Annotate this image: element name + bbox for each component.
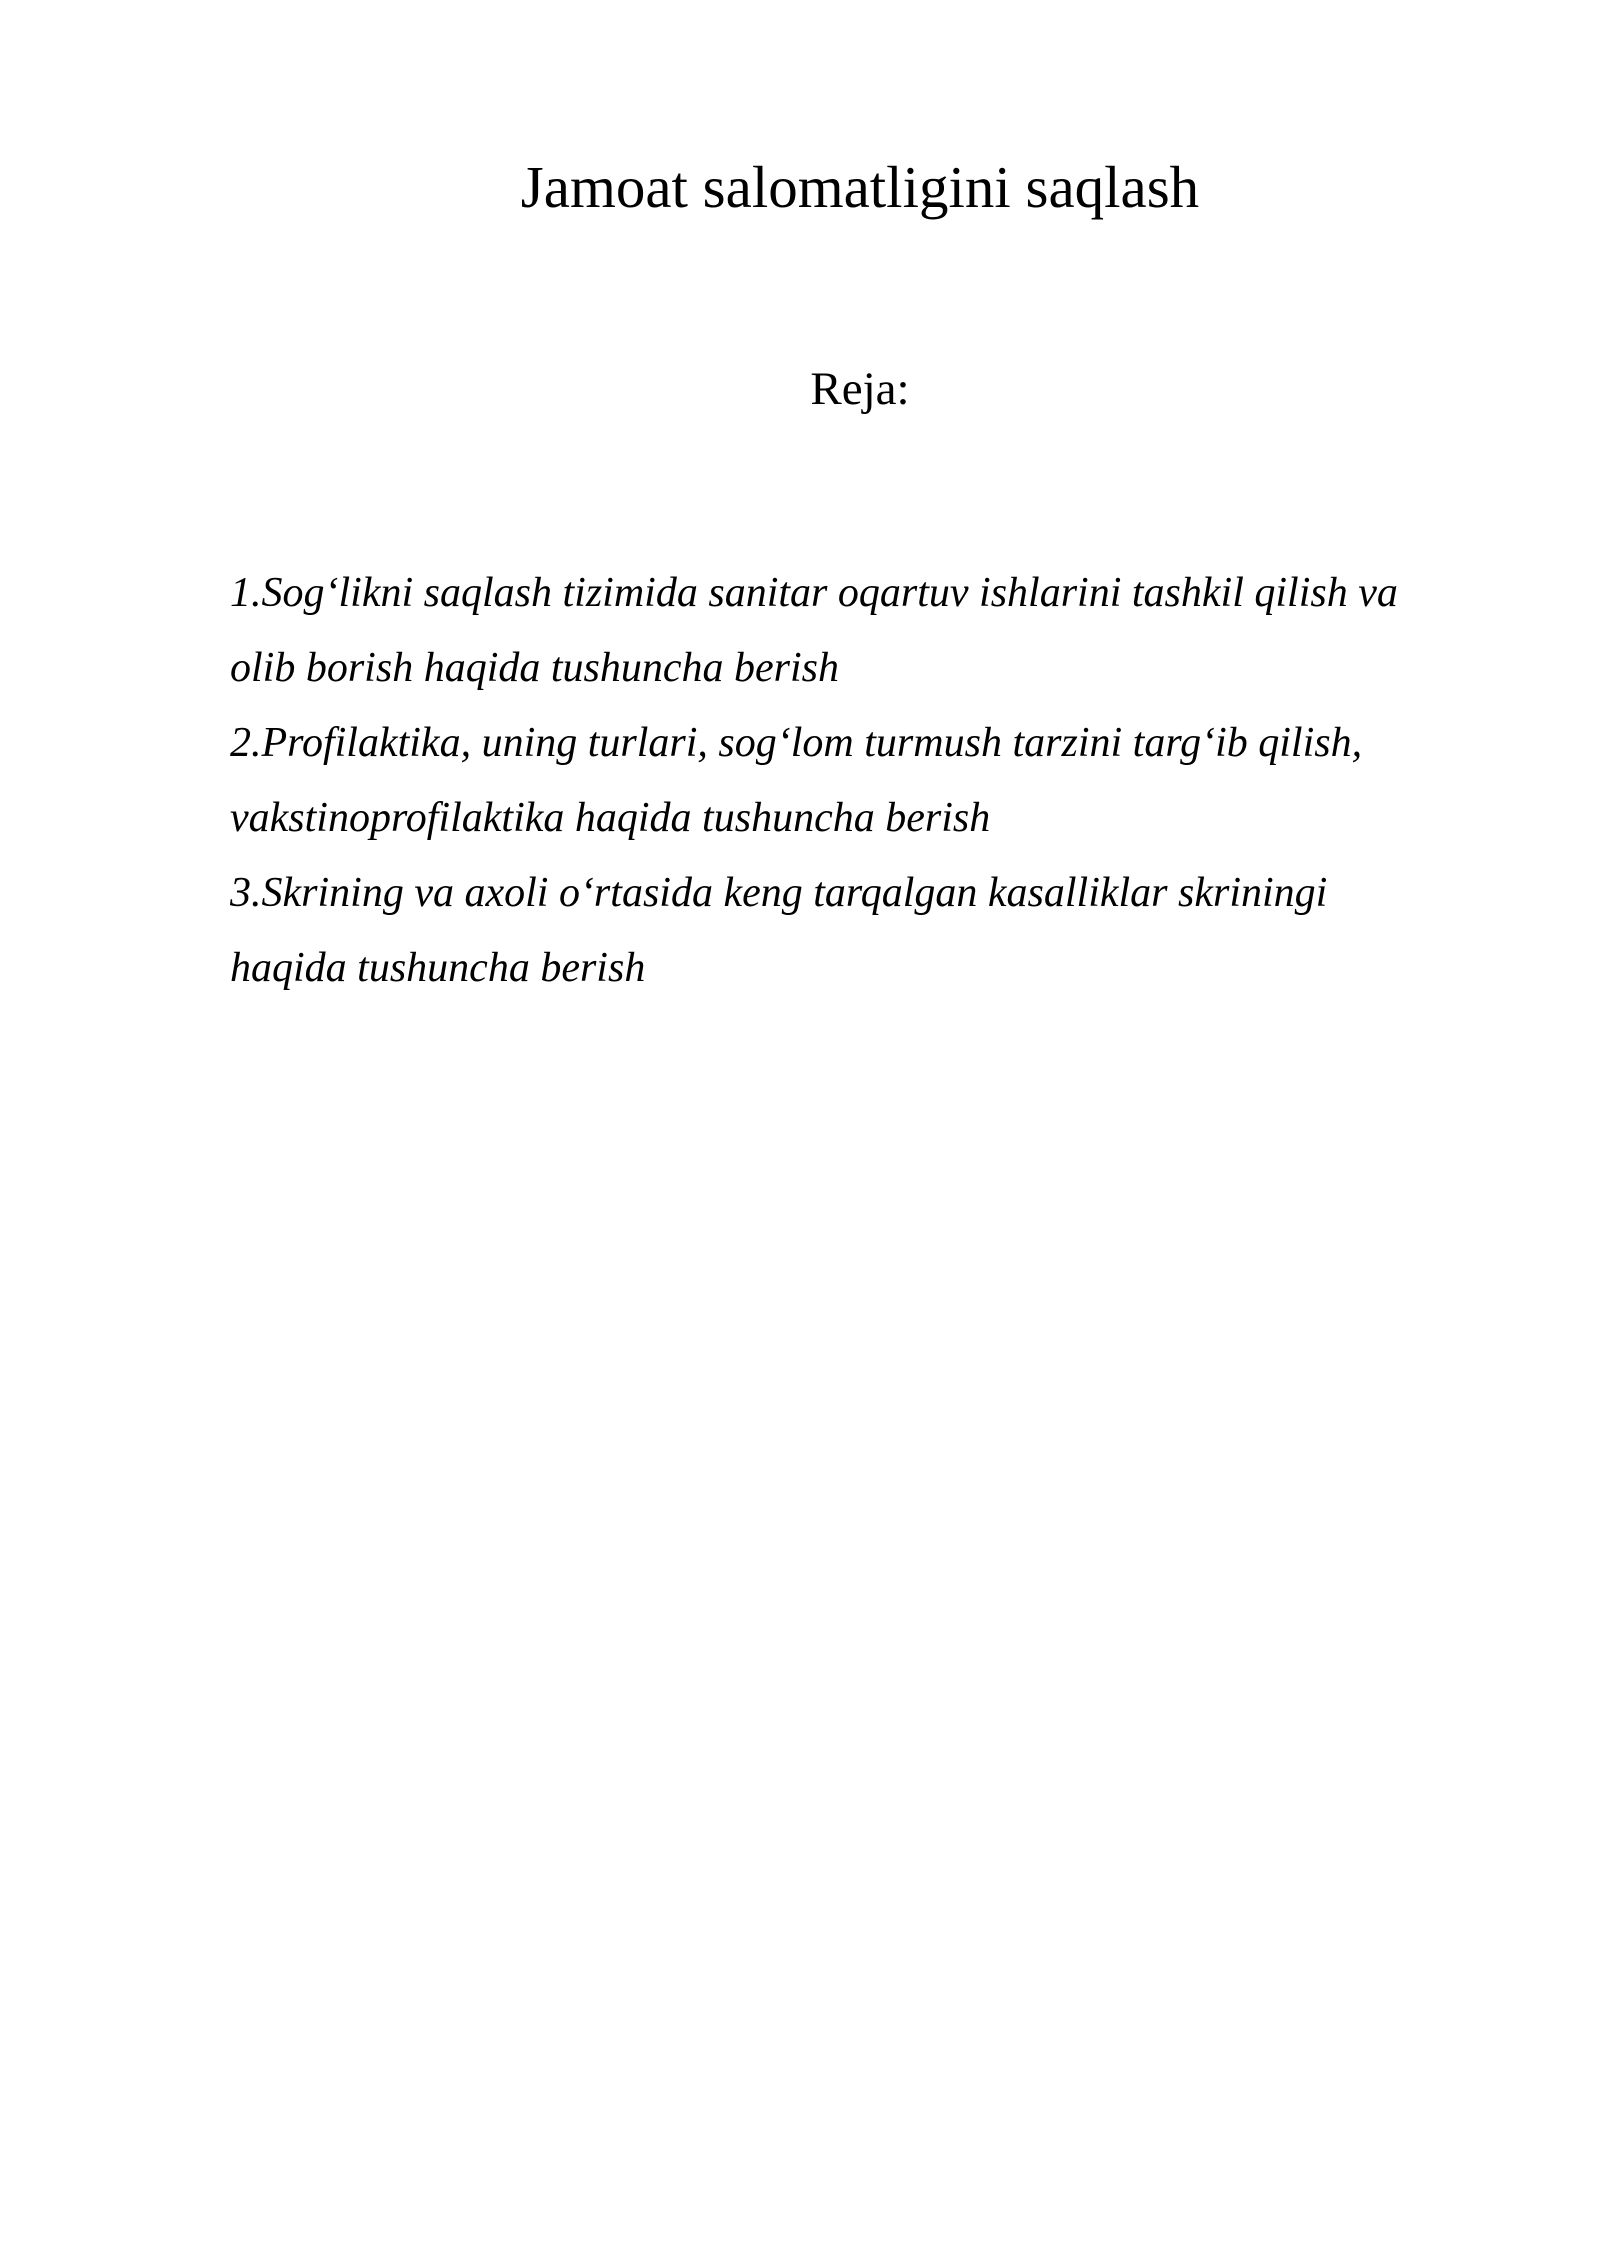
document-title: Jamoat salomatligini saqlash bbox=[520, 154, 1200, 220]
plan-item-line: olib borish haqida tushuncha berish bbox=[230, 645, 840, 691]
plan-heading: Reja: bbox=[810, 363, 910, 415]
plan-item-line: 2.Profilaktika, uning turlari, sog‘lom turmush tarzini targ‘ib qilish, bbox=[230, 720, 1363, 766]
plan-item-1 bbox=[230, 556, 1490, 706]
plan-item-3 bbox=[230, 856, 1490, 1006]
plan-item-2 bbox=[230, 706, 1490, 856]
plan-item-line: 3.Skrining va axoli o‘rtasida keng tarqalgan kasalliklar skriningi bbox=[230, 870, 1328, 916]
plan-item-line: vakstinoprofilaktika haqida tushuncha berish bbox=[230, 795, 991, 841]
plan-list bbox=[230, 556, 1490, 1006]
plan-item-line: 1.Sog‘likni saqlash tizimida sanitar oqartuv ishlarini tashkil qilish va bbox=[230, 570, 1398, 616]
plan-item-line: haqida tushuncha berish bbox=[230, 945, 646, 991]
